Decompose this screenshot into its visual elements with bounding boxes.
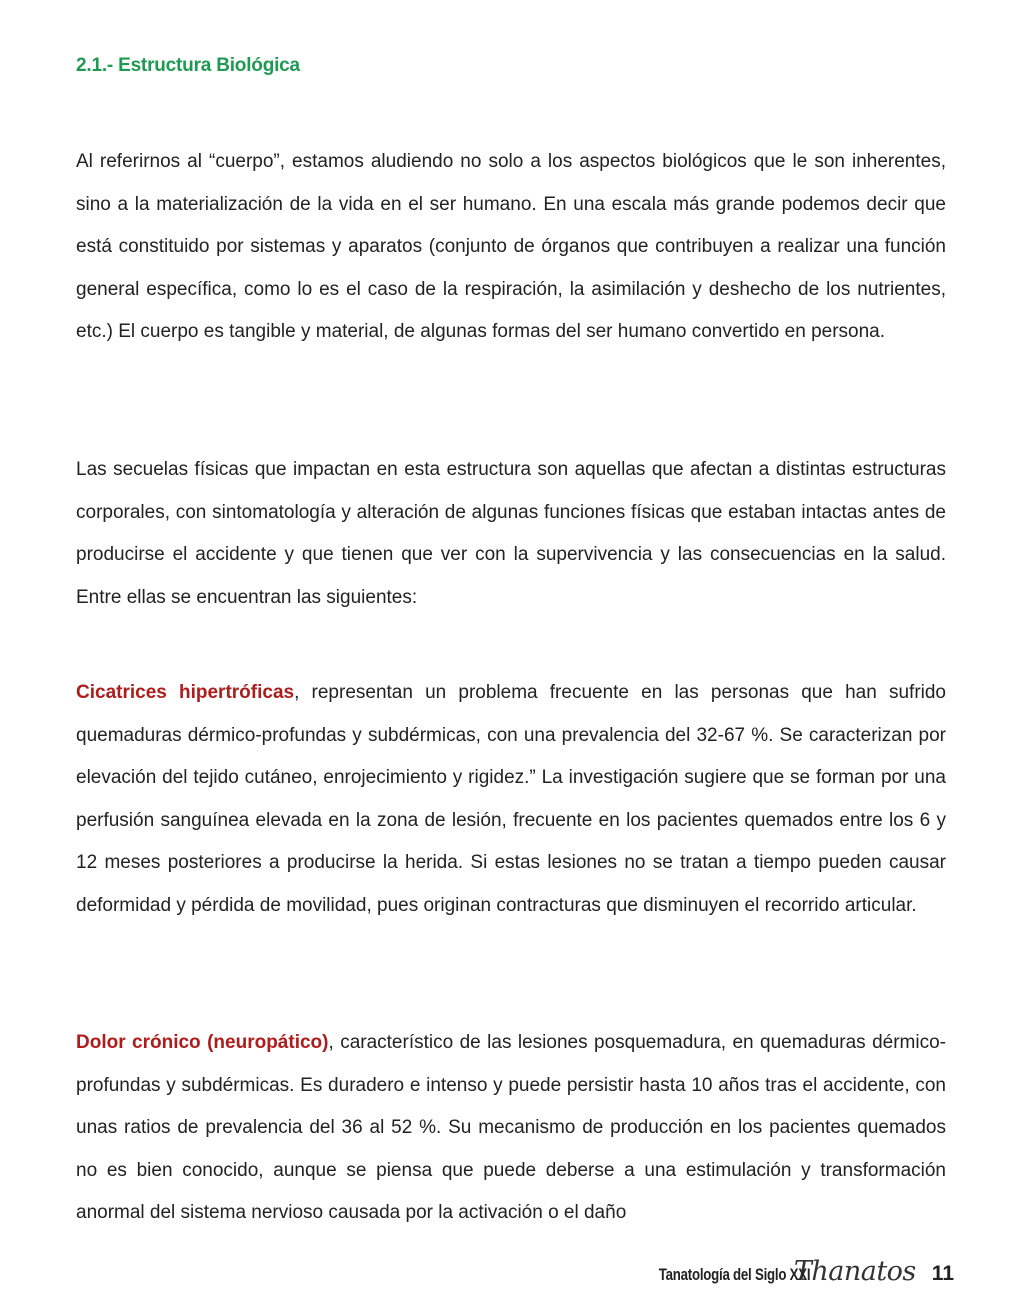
paragraph-physical-sequelae: Las secuelas físicas que impactan en esta estructura son aquellas que afectan a distintas estructuras corporales, con sintomatología y alteración de algunas funciones físicas que estaban intactas antes de producirse el accidente y que tienen que ver con la supervivencia y las consecuencias en la salud. Entre ellas se encuentran las siguientes: bbox=[76, 459, 946, 608]
footer-logo: Thanatos bbox=[793, 1256, 916, 1287]
page-footer bbox=[0, 1256, 954, 1292]
paragraph-hypertrophic-scars-text: , representan un problema frecuente en las personas que han sufrido quemaduras dérmico-profundas y subdérmicas, con una prevalencia del 32-67 %. Se caracterizan por elevación del tejido cutáneo, enrojecimiento y rigidez.” La investigación sugiere que se forman por una perfusión sanguínea elevada en la zona de lesión, frecuente en los pacientes quemados entre los 6 y 12 meses posteriores a producirse la herida. Si estas lesiones no se tratan a tiempo pueden causar deformidad y pérdida de movilidad, pues originan contracturas que disminuyen el recorrido articular. bbox=[76, 682, 947, 916]
term-hypertrophic-scars: Cicatrices hipertróficas bbox=[76, 682, 295, 703]
section-heading: 2.1.- Estructura Biológica bbox=[76, 55, 300, 76]
page-number: 11 bbox=[931, 1262, 954, 1285]
paragraph-chronic-pain-text: , característico de las lesiones posquemadura, en quemaduras dérmico-profundas y subdérmicas. Es duradero e intenso y puede persistir hasta 10 años tras el accidente, con unas ratios de prevalencia del 36 al 52 %. Su mecanismo de producción en los pacientes quemados no es bien conocido, aunque se piensa que puede deberse a una estimulación y transformación anormal del sistema nervioso causada por la activación o el daño bbox=[76, 1032, 946, 1223]
paragraph-hypertrophic-scars bbox=[76, 672, 946, 927]
paragraph-chronic-pain bbox=[76, 1022, 946, 1235]
term-chronic-pain: Dolor crónico (neuropático) bbox=[76, 1032, 329, 1053]
footer-publication-title: Tanatología del Siglo XXI bbox=[658, 1265, 810, 1284]
paragraph-body-definition: Al referirnos al “cuerpo”, estamos aludiendo no solo a los aspectos biológicos que le son inherentes, sino a la materialización de la vida en el ser humano. En una escala más grande podemos decir que está constituido por sistemas y aparatos (conjunto de órganos que contribuyen a realizar una función general específica, como lo es el caso de la respiración, la asimilación y deshecho de los nutrientes, etc.) El cuerpo es tangible y material, de algunas formas del ser humano convertido en persona. bbox=[76, 151, 946, 342]
